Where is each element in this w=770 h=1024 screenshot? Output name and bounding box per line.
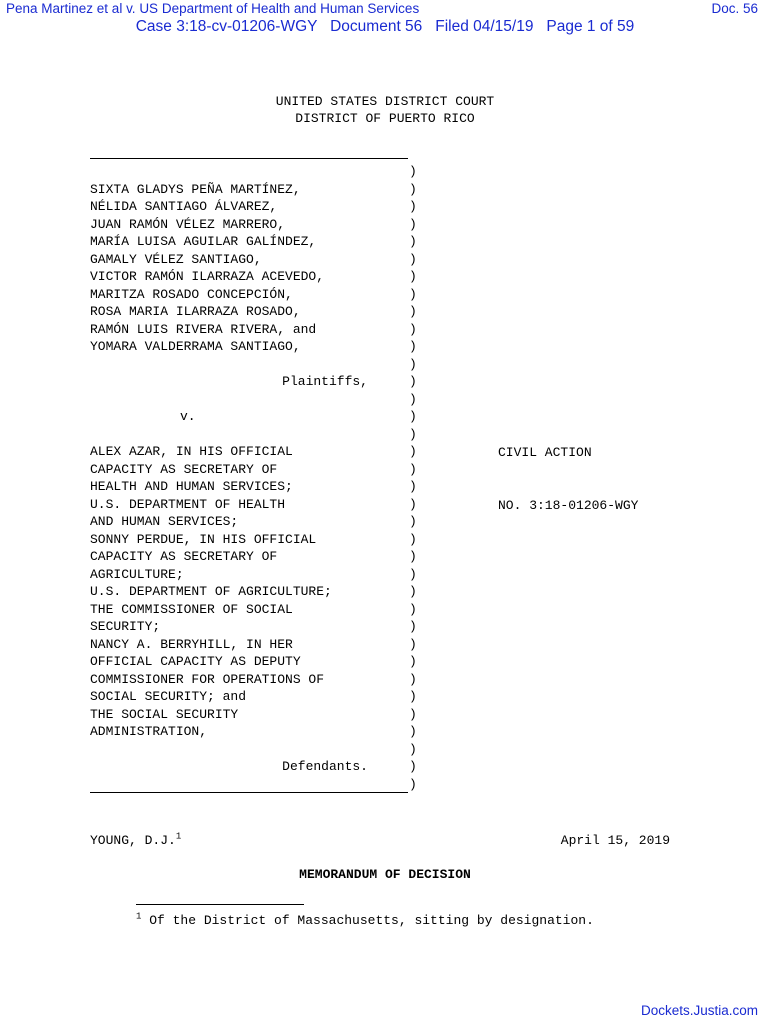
caption-paren: ) xyxy=(409,391,417,407)
caption-paren: ) xyxy=(409,479,417,494)
document-title: MEMORANDUM OF DECISION xyxy=(299,867,471,882)
defendant-name: ALEX AZAR, IN HIS OFFICIAL xyxy=(90,444,293,459)
defendant-name: COMMISSIONER FOR OPERATIONS OF xyxy=(90,671,325,687)
caption-paren: ) xyxy=(409,759,417,774)
defendant-name: THE SOCIAL SECURITY xyxy=(90,706,239,722)
caption-parties xyxy=(90,163,420,776)
defendant-name: U.S. DEPARTMENT OF AGRICULTURE; xyxy=(90,584,332,599)
defendant-name: ADMINISTRATION, xyxy=(90,724,208,739)
caption-paren: ) xyxy=(409,181,417,197)
caption-paren: ) xyxy=(409,654,417,669)
caption-paren: ) xyxy=(409,339,417,354)
caption-paren: ) xyxy=(409,251,417,267)
caption-paren: ) xyxy=(409,199,417,214)
caption-paren: ) xyxy=(409,724,417,739)
caption-paren: ) xyxy=(409,531,417,547)
caption-paren: ) xyxy=(409,269,417,284)
defendant-name: CAPACITY AS SECRETARY OF xyxy=(90,461,278,477)
footnote xyxy=(136,912,594,929)
caption-paren: ) xyxy=(409,776,417,792)
defendant-name: SECURITY; xyxy=(90,619,161,634)
defendant-list xyxy=(90,443,420,741)
justia-link[interactable]: Dockets.Justia.com xyxy=(640,1003,758,1018)
caption-paren: ) xyxy=(409,356,417,372)
caption-paren: ) xyxy=(409,671,417,687)
caption-paren: ) xyxy=(409,584,417,599)
versus-label: v. xyxy=(180,409,196,424)
plaintiff-list xyxy=(90,181,420,356)
defendant-name: AGRICULTURE; xyxy=(90,566,184,582)
caption-paren: ) xyxy=(409,636,417,652)
plaintiff-name: GAMALY VÉLEZ SANTIAGO, xyxy=(90,251,262,267)
plaintiff-name: MARITZA ROSADO CONCEPCIÓN, xyxy=(90,286,293,302)
defendant-name: SOCIAL SECURITY; and xyxy=(90,689,247,704)
plaintiff-name: VICTOR RAMÓN ILARRAZA ACEVEDO, xyxy=(90,269,325,284)
caption-paren: ) xyxy=(409,321,417,337)
court-district: DISTRICT OF PUERTO RICO xyxy=(295,111,475,126)
plaintiff-name: MARÍA LUISA AGUILAR GALÍNDEZ, xyxy=(90,234,317,249)
civil-action-number: NO. 3:18-01206-WGY xyxy=(498,497,639,513)
defendant-name: HEALTH AND HUMAN SERVICES; xyxy=(90,479,293,494)
civil-action-label: CIVIL ACTION xyxy=(498,445,592,460)
plaintiff-name: RAMÓN LUIS RIVERA RIVERA, and xyxy=(90,321,317,337)
caption-paren: ) xyxy=(409,426,417,442)
case-title-link[interactable]: Pena Martinez et al v. US Department of Health and Human Services xyxy=(6,1,420,16)
caption-top-rule xyxy=(90,158,408,159)
caption-paren: ) xyxy=(409,566,417,582)
caption-paren: ) xyxy=(409,216,417,232)
footnote-mark: 1 xyxy=(136,911,142,922)
plaintiff-name: SIXTA GLADYS PEÑA MARTÍNEZ, xyxy=(90,181,301,197)
court-name: UNITED STATES DISTRICT COURT xyxy=(275,94,495,109)
footnote-ref: 1 xyxy=(175,831,182,842)
plaintiff-name: NÉLIDA SANTIAGO ÁLVAREZ, xyxy=(90,199,278,214)
caption-paren: ) xyxy=(409,164,417,179)
defendant-name: OFFICIAL CAPACITY AS DEPUTY xyxy=(90,654,301,669)
caption-paren: ) xyxy=(409,514,417,529)
caption-paren: ) xyxy=(409,619,417,634)
judge-name: YOUNG, D.J.$^1$ xyxy=(90,831,182,848)
caption-paren: ) xyxy=(409,549,417,564)
caption-paren: ) xyxy=(409,444,417,459)
defendant-name: AND HUMAN SERVICES; xyxy=(90,514,239,529)
defendant-name: THE COMMISSIONER OF SOCIAL xyxy=(90,601,293,617)
caption-paren: ) xyxy=(409,741,417,757)
caption-paren-column xyxy=(409,163,417,793)
defendant-name: SONNY PERDUE, IN HIS OFFICIAL xyxy=(90,531,317,547)
decision-date: April 15, 2019 xyxy=(560,833,670,848)
defendant-name: U.S. DEPARTMENT OF HEALTH xyxy=(90,496,286,512)
caption-paren: ) xyxy=(409,706,417,722)
caption-paren: ) xyxy=(409,304,417,319)
footnote-text: Of the District of Massachusetts, sitting by designation. xyxy=(141,913,594,928)
caption-paren: ) xyxy=(409,461,417,477)
plaintiff-name: YOMARA VALDERRAMA SANTIAGO, xyxy=(90,339,301,354)
caption-paren: ) xyxy=(409,496,417,512)
doc-number-link[interactable]: Doc. 56 xyxy=(711,1,758,16)
caption-paren: ) xyxy=(409,409,417,424)
caption-paren: ) xyxy=(409,374,417,389)
defendant-name: NANCY A. BERRYHILL, IN HER xyxy=(90,636,293,652)
plaintiff-name: JUAN RAMÓN VÉLEZ MARRERO, xyxy=(90,216,286,232)
plaintiff-name: ROSA MARIA ILARRAZA ROSADO, xyxy=(90,304,301,319)
civil-action-block xyxy=(498,409,638,532)
caption-paren: ) xyxy=(409,601,417,617)
footnote-rule xyxy=(136,904,304,905)
plaintiffs-label: Plaintiffs, xyxy=(282,374,368,389)
defendant-name: CAPACITY AS SECRETARY OF xyxy=(90,549,278,564)
caption-paren: ) xyxy=(409,234,417,249)
caption-paren: ) xyxy=(409,689,417,704)
case-header-line: Case 3:18-cv-01206-WGY Document 56 Filed 04/15/19 Page 1 of 59 xyxy=(135,18,635,35)
defendants-label: Defendants. xyxy=(282,759,368,774)
caption-bottom-rule xyxy=(90,792,408,793)
caption-paren: ) xyxy=(409,286,417,302)
